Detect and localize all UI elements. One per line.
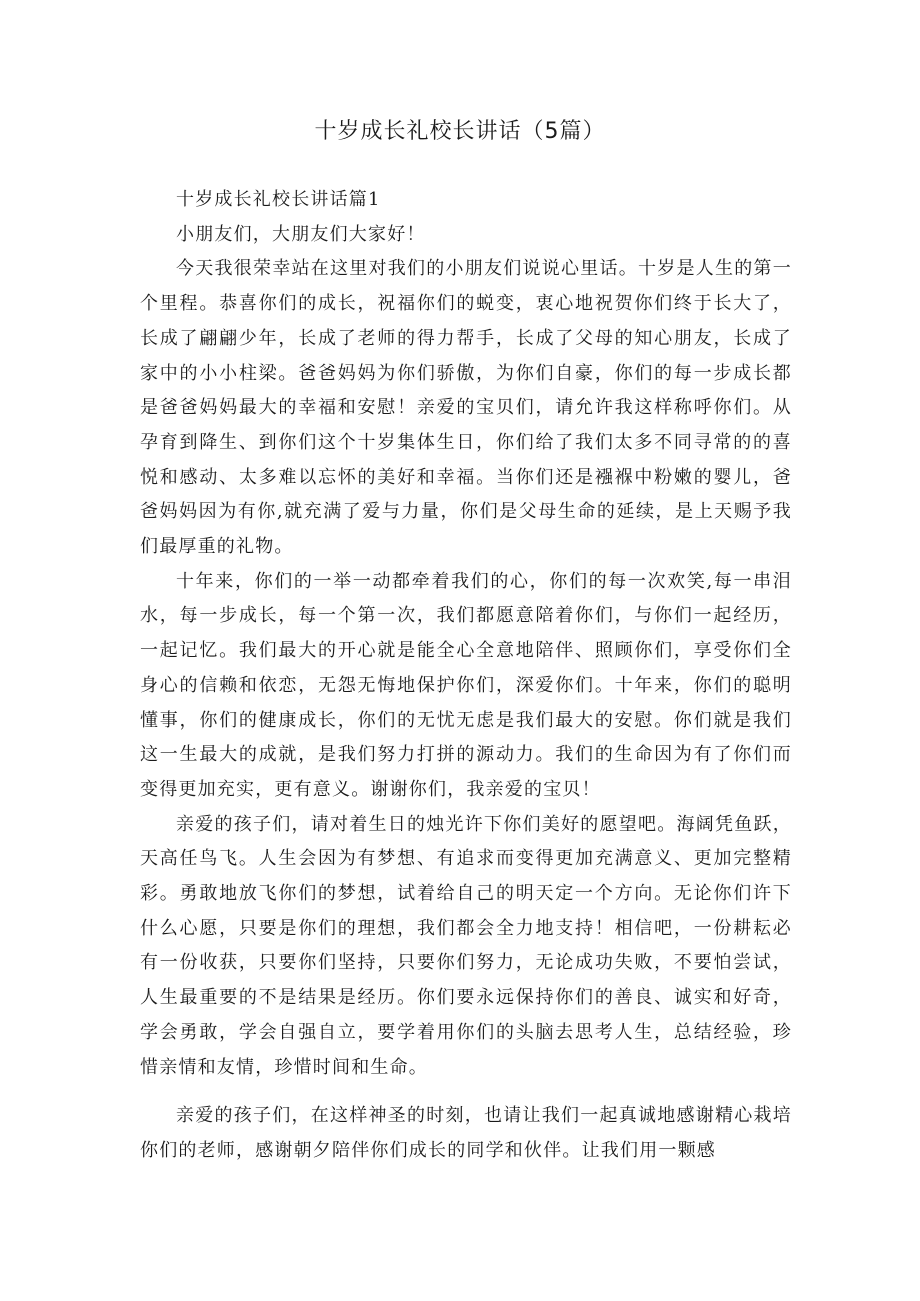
greeting-paragraph: 小朋友们，大朋友们大家好！ (176, 223, 426, 245)
body-paragraph: 十年来，你们的一举一动都牵着我们的心，你们的每一次欢笑,每一串泪水，每一步成长，每一个第一次，我们都愿意陪着你们，与你们一起经历，一起记忆。我们最大的开心就是能全心全意地陪伴、照顾你们，享受你们全身心的信赖和依恋，无怨无悔地保护你们，深爱你们。十年来，你们的聪明懂事，你们的健康成长，你们的无忧无虑是我们最大的安慰。你们就是我们这一生最大的成就，是我们努力打拼的源动力。我们的生命因为有了你们而变得更加充实，更有意义。谢谢你们，我亲爱的宝贝！ (140, 570, 792, 800)
body-paragraph: 亲爱的孩子们，请对着生日的烛光许下你们美好的愿望吧。海阔凭鱼跃，天高任鸟飞。人生会因为有梦想、有追求而变得更加充满意义、更加完整精彩。勇敢地放飞你们的梦想，试着给自己的明天定一个方向。无论你们许下什么心愿，只要是你们的理想，我们都会全力地支持！相信吧，一份耕耘必有一份收获，只要你们坚持，只要你们努力，无论成功失败，不要怕尝试，人生最重要的不是结果是经历。你们要永远保持你们的善良、诚实和好奇，学会勇敢，学会自强自立，要学着用你们的头脑去思考人生，总结经验，珍惜亲情和友情，珍惜时间和生命。 (140, 813, 792, 1078)
document-body (140, 183, 792, 1169)
document-title: 十岁成长礼校长讲话（5篇） (314, 119, 606, 144)
body-paragraph: 亲爱的孩子们，在这样神圣的时刻，也请让我们一起真诚地感谢精心栽培你们的老师，感谢朝夕陪伴你们成长的同学和伙伴。让我们用一颗感 (140, 1105, 792, 1161)
section-heading: 十岁成长礼校长讲话篇1 (176, 189, 381, 210)
body-paragraph: 今天我很荣幸站在这里对我们的小朋友们说说心里话。十岁是人生的第一个里程。恭喜你们的成长，祝福你们的蜕变，衷心地祝贺你们终于长大了，长成了翩翩少年，长成了老师的得力帮手，长成了父母的知心朋友，长成了家中的小小柱梁。爸爸妈妈为你们骄傲，为你们自豪，你们的每一步成长都是爸爸妈妈最大的幸福和安慰！亲爱的宝贝们，请允许我这样称呼你们。从孕育到降生、到你们这个十岁集体生日，你们给了我们太多不同寻常的的喜悦和感动、太多难以忘怀的美好和幸福。当你们还是襁褓中粉嫩的婴儿，爸爸妈妈因为有你,就充满了爱与力量，你们是父母生命的延续，是上天赐予我们最厚重的礼物。 (140, 258, 792, 558)
